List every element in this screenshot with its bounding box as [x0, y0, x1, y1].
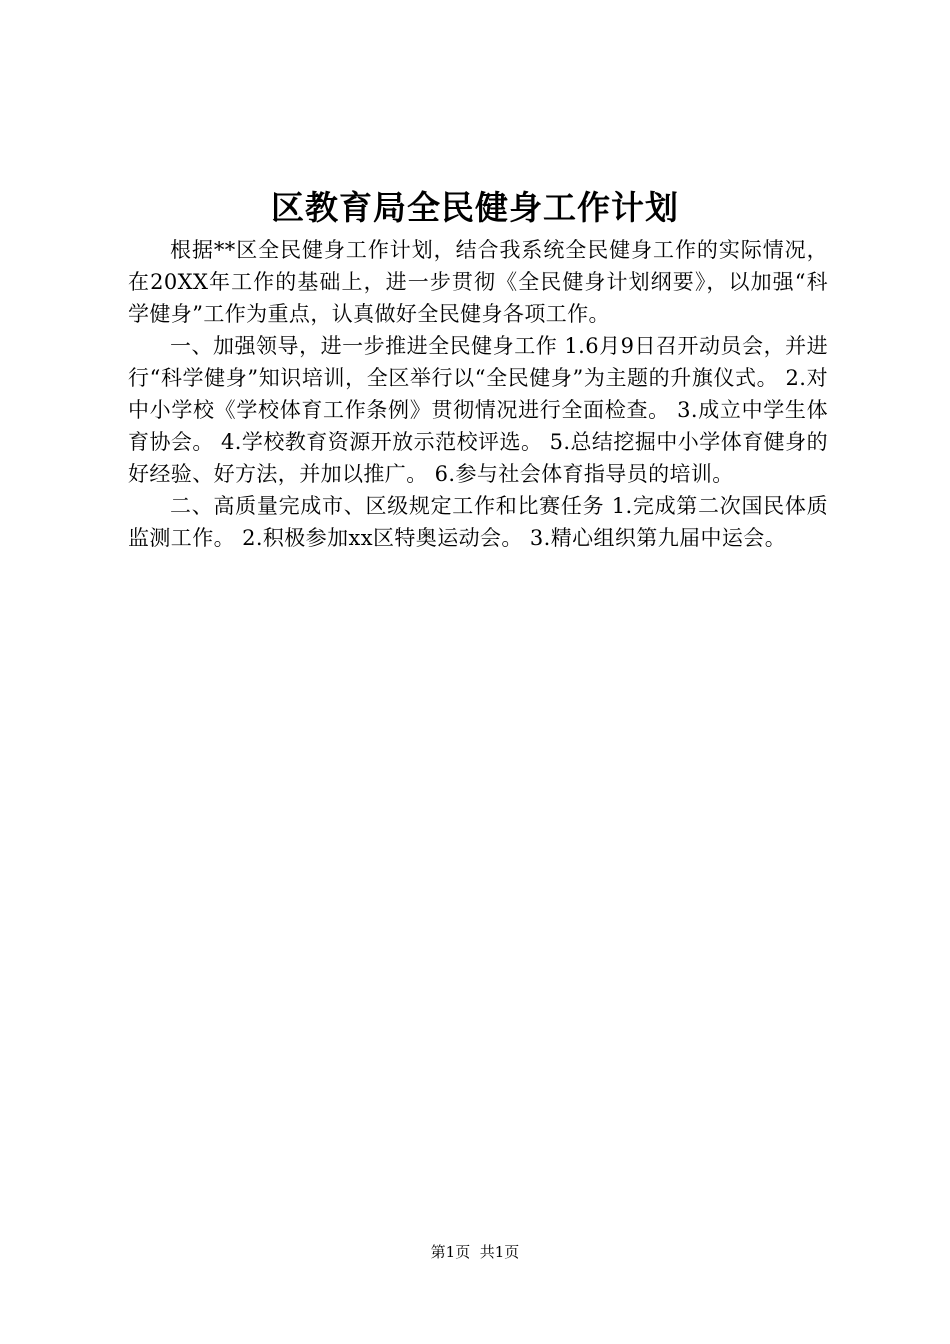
- paragraph-section-one: 一、加强领导，进一步推进全民健身工作 1.6月9日召开动员会，并进行“科学健身”知识培训，全区举行以“全民健身”为主题的升旗仪式。 2.对中小学校《学校体育工作条例》贯彻情况进行全面检查。 3.成立中学生体育协会。 4.学校教育资源开放示范校评选。 5.总结挖掘中小学体育健身的好经验、好方法，并加以推广。 6.参与社会体育指导员的培训。: [128, 334, 828, 486]
- document-title: 区教育局全民健身工作计划: [271, 188, 679, 227]
- page-number: 第1页: [430, 1243, 471, 1261]
- paragraph-section-two: 二、高质量完成市、区级规定工作和比赛任务 1.完成第二次国民体质监测工作。 2.积极参加xx区特奥运动会。 3.精心组织第九届中运会。: [128, 494, 828, 550]
- page-total: 共1页: [479, 1243, 520, 1261]
- paragraph-intro: 根据**区全民健身工作计划，结合我系统全民健身工作的实际情况，在20XX年工作的基础上，进一步贯彻《全民健身计划纲要》，以加强“科学健身”工作为重点，认真做好全民健身各项工作。: [128, 238, 828, 326]
- page-footer: [0, 1242, 950, 1262]
- footer-separator: [470, 1243, 480, 1261]
- document-body: [128, 234, 828, 554]
